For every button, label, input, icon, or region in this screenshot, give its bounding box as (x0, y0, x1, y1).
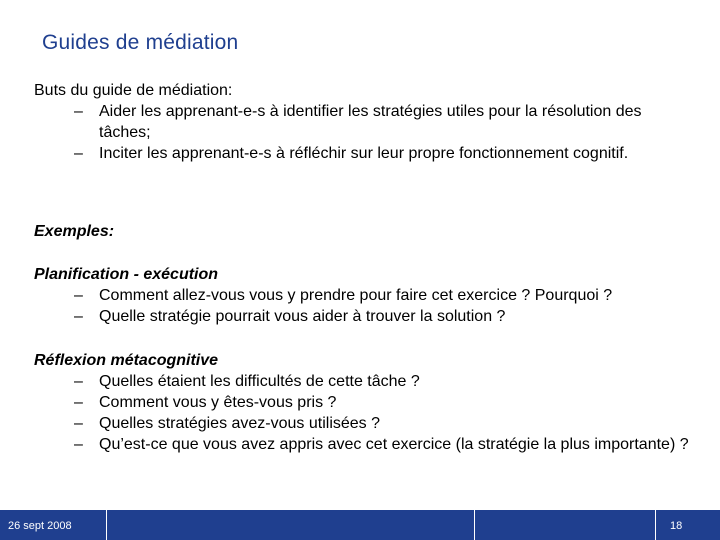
reflection-item (34, 413, 694, 434)
dash-bullet: – (74, 308, 83, 325)
examples-label: Exemples: (34, 223, 115, 240)
footer-date: 26 sept 2008 (8, 520, 72, 532)
page-number: 18 (670, 520, 683, 532)
reflection-text: Qu’est-ce que vous avez appris avec cet exercice (la stratégie la plus importante) ? (99, 436, 689, 453)
planning-section (34, 264, 694, 327)
slide-title: Guides de médiation (42, 31, 239, 54)
reflection-item (34, 434, 694, 455)
planning-item (34, 306, 694, 327)
reflection-item (34, 371, 694, 392)
footer-divider (655, 510, 656, 540)
reflection-heading: Réflexion métacognitive (34, 352, 219, 369)
goals-heading: Buts du guide de médiation: (34, 82, 233, 99)
reflection-text: Quelles stratégies avez-vous utilisées ? (99, 415, 381, 432)
planning-text: Quelle stratégie pourrait vous aider à trouver la solution ? (99, 308, 506, 325)
dash-bullet: – (74, 103, 83, 120)
reflection-text: Quelles étaient les difficultés de cette tâche ? (99, 373, 420, 390)
dash-bullet: – (74, 394, 83, 411)
planning-item (34, 285, 694, 306)
dash-bullet: – (74, 436, 83, 453)
reflection-section (34, 350, 694, 455)
dash-bullet: – (74, 415, 83, 432)
footer-divider (474, 510, 475, 540)
dash-bullet: – (74, 145, 83, 162)
dash-bullet: – (74, 373, 83, 390)
goal-text: Aider les apprenant-e-s à identifier les stratégies utiles pour la résolution des tâches; (99, 103, 642, 141)
planning-heading: Planification - exécution (34, 266, 219, 283)
goals-section (34, 80, 694, 164)
dash-bullet: – (74, 287, 83, 304)
footer-divider (106, 510, 107, 540)
reflection-item (34, 392, 694, 413)
goal-item (34, 143, 694, 164)
goal-text: Inciter les apprenant-e-s à réfléchir sur leur propre fonctionnement cognitif. (99, 145, 629, 162)
planning-text: Comment allez-vous vous y prendre pour faire cet exercice ? Pourquoi ? (99, 287, 613, 304)
footer-bar (0, 510, 720, 540)
goal-item (34, 101, 694, 143)
reflection-text: Comment vous y êtes-vous pris ? (99, 394, 337, 411)
